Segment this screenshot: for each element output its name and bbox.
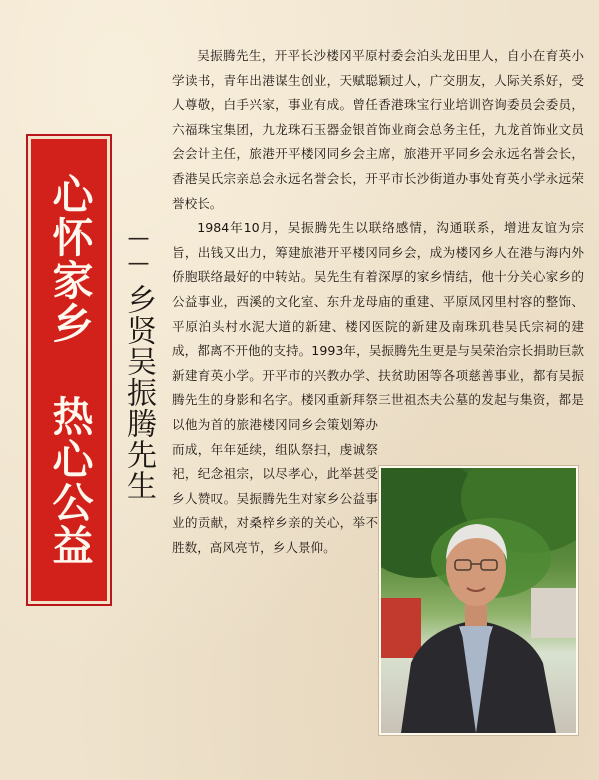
subtitle-dash: —— — [126, 226, 151, 276]
article-body — [172, 44, 584, 684]
subtitle-column — [115, 226, 161, 516]
banner-title: 心怀家乡 热心公益 — [45, 173, 94, 567]
title-banner — [28, 136, 110, 604]
article-paragraph-1: 吴振腾先生，开平长沙楼冈平原村委会泊头龙田里人，自小在育英小学读书，青年出港谋生创业，天赋聪颖过人，广交朋友，人际关系好，受人尊敬，白手兴家，事业有成。曾任香港珠宝行业培训咨询委员会委员，六福珠宝集团，九龙珠石玉器金银首饰业商会总务主任，九龙首饰业文员会会计主任，旅港开平楼冈同乡会主席，旅港开平同乡会永远名誉会长，香港吴氏宗亲总会永远名誉会长，开平市长沙街道办事处育英小学永远荣誉校长。 — [172, 48, 584, 211]
subtitle: 乡贤吴振腾先生 — [121, 284, 156, 501]
photo-wrap-block — [378, 414, 584, 684]
article-paragraph-2: 1984年10月，吴振腾先生以联络感情，沟通联系，增进友谊为宗旨，出钱又出力，筹建旅港开平楼冈同乡会，成为楼冈乡人在港与海内外侨胞联络最好的中转站。吴先生有着深厚的家乡情结，他十分关心家乡的公益事业，西溪的文化室、东升龙母庙的重建、平原凤冈里村容的整饰、平原泊头村水泥大道的新建、楼冈医院的新建及南珠玑巷吴氏宗祠的建成，都离不开他的支持。1993年，吴振腾先生更是与吴荣治宗长捐助巨款新建育英小学。开平市的兴教办学、扶贫助困等各项慈善事业，都有吴振腾先生的身影和名字。楼冈重新拜祭三世祖杰夫公墓的发起与集资，都是以他为首的旅港楼冈同乡会策划筹办而成，年年延续，组队祭扫，虔诚祭祀，纪念祖宗，以尽孝心，此举甚受乡人赞叹。吴振腾先生对家乡公益事业的贡献，对桑梓乡亲的关心，举不胜数，高风亮节，乡人景仰。 — [172, 216, 584, 560]
